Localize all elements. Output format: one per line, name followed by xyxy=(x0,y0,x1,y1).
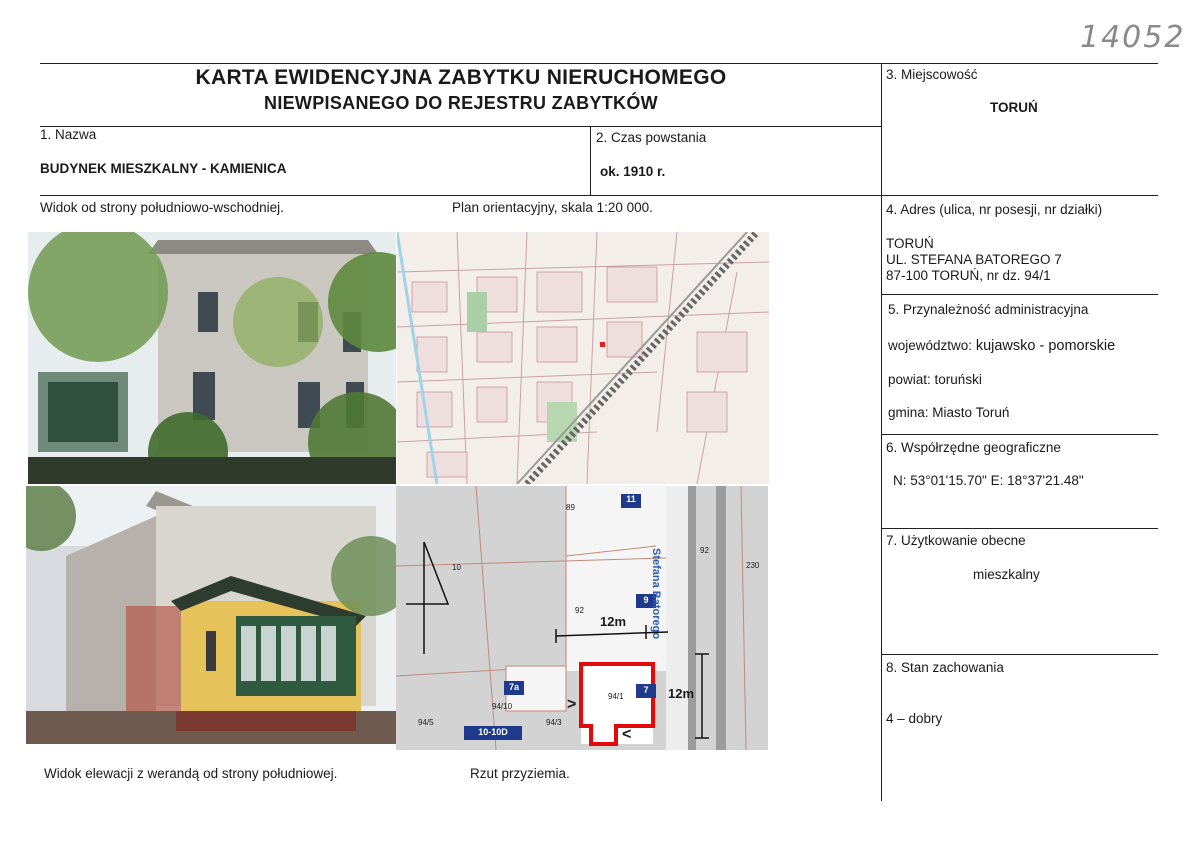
address-line-2: UL. STEFANA BATOREGO 7 xyxy=(886,252,1062,267)
admin-label: 5. Przynależność administracyjna xyxy=(888,302,1089,317)
entrance-arrow-left: > xyxy=(567,696,577,713)
orientation-map xyxy=(397,232,769,484)
commune-label: gmina: xyxy=(888,405,929,420)
address-line-3: 87-100 TORUŃ, nr dz. 94/1 xyxy=(886,268,1051,283)
house-number-badge: 9 xyxy=(643,595,649,605)
entrance-arrow-right: < xyxy=(622,726,632,743)
house-number-badge: 7a xyxy=(508,682,519,692)
right-sep-5 xyxy=(881,294,1158,295)
date-value: ok. 1910 r. xyxy=(600,164,666,179)
document-title: KARTA EWIDENCYJNA ZABYTKU NIERUCHOMEGO xyxy=(195,66,727,89)
commune-row xyxy=(888,405,1009,420)
parcel-label: 92 xyxy=(575,606,584,615)
caption-ground-plan: Rzut przyziemia. xyxy=(470,766,570,781)
handwritten-number: 14052 xyxy=(1080,20,1186,55)
usage-label: 7. Użytkowanie obecne xyxy=(886,533,1026,548)
address-line-1: TORUŃ xyxy=(886,236,934,251)
commune-value: Miasto Toruń xyxy=(932,405,1010,420)
coords-label: 6. Współrzędne geograficzne xyxy=(886,440,1061,455)
document-subtitle: NIEWPISANEGO DO REJESTRU ZABYTKÓW xyxy=(264,93,658,113)
house-number-badge: 7 xyxy=(643,685,649,695)
parcel-label: 10 xyxy=(452,563,461,572)
voivodeship-value: kujawsko - pomorskie xyxy=(975,338,1116,354)
photo-southeast-facade xyxy=(28,232,396,484)
usage-value: mieszkalny xyxy=(973,567,1040,582)
voivodeship-row xyxy=(888,338,1115,354)
site-plan xyxy=(396,486,768,750)
condition-value: 4 – dobry xyxy=(886,711,943,726)
coords-value: N: 53°01'15.70" E: 18°37'21.48" xyxy=(893,473,1084,488)
right-sep-8 xyxy=(881,654,1158,655)
name-value: BUDYNEK MIESZKALNY - KAMIENICA xyxy=(40,161,287,176)
top-border xyxy=(40,63,1158,64)
parcel-main-label: 94/1 xyxy=(608,692,624,701)
house-number-badge: 10-10D xyxy=(478,727,508,737)
parcel-label: 89 xyxy=(566,503,575,512)
caption-orientation-plan: Plan orientacyjny, skala 1:20 000. xyxy=(452,200,653,215)
date-label: 2. Czas powstania xyxy=(596,130,707,145)
locality-label: 3. Miejscowość xyxy=(886,67,978,82)
parcel-label: 230 xyxy=(746,561,760,570)
parcel-label: 94/3 xyxy=(546,718,562,727)
caption-view-south: Widok elewacji z werandą od strony południowej. xyxy=(44,766,338,781)
parcel-label: 94/10 xyxy=(492,702,513,711)
site-street-name: Stefana Batorego xyxy=(650,548,662,640)
col-divider-name-date xyxy=(590,126,591,195)
locality-value: TORUŃ xyxy=(990,100,1038,115)
dimension-vertical: 12m xyxy=(668,686,695,701)
house-number-badge: 11 xyxy=(626,494,636,504)
caption-view-southeast: Widok od strony południowo-wschodniej. xyxy=(40,200,284,215)
parcel-label: 94/5 xyxy=(418,718,434,727)
right-column-border xyxy=(881,63,882,801)
condition-label: 8. Stan zachowania xyxy=(886,660,1004,675)
title-bottom-border xyxy=(40,126,882,127)
right-sep-6 xyxy=(881,434,1158,435)
county-row xyxy=(888,372,982,387)
county-label: powiat: xyxy=(888,372,931,387)
photo-south-veranda xyxy=(26,486,396,744)
parcel-label: 92 xyxy=(700,546,709,555)
address-label: 4. Adres (ulica, nr posesji, nr działki) xyxy=(886,202,1103,217)
right-sep-7 xyxy=(881,528,1158,529)
county-value: toruński xyxy=(934,372,982,387)
name-label: 1. Nazwa xyxy=(40,127,97,142)
row1-bottom-border xyxy=(40,195,1158,196)
dimension-horizontal: 12m xyxy=(600,614,627,629)
voivodeship-label: województwo: xyxy=(888,338,973,353)
